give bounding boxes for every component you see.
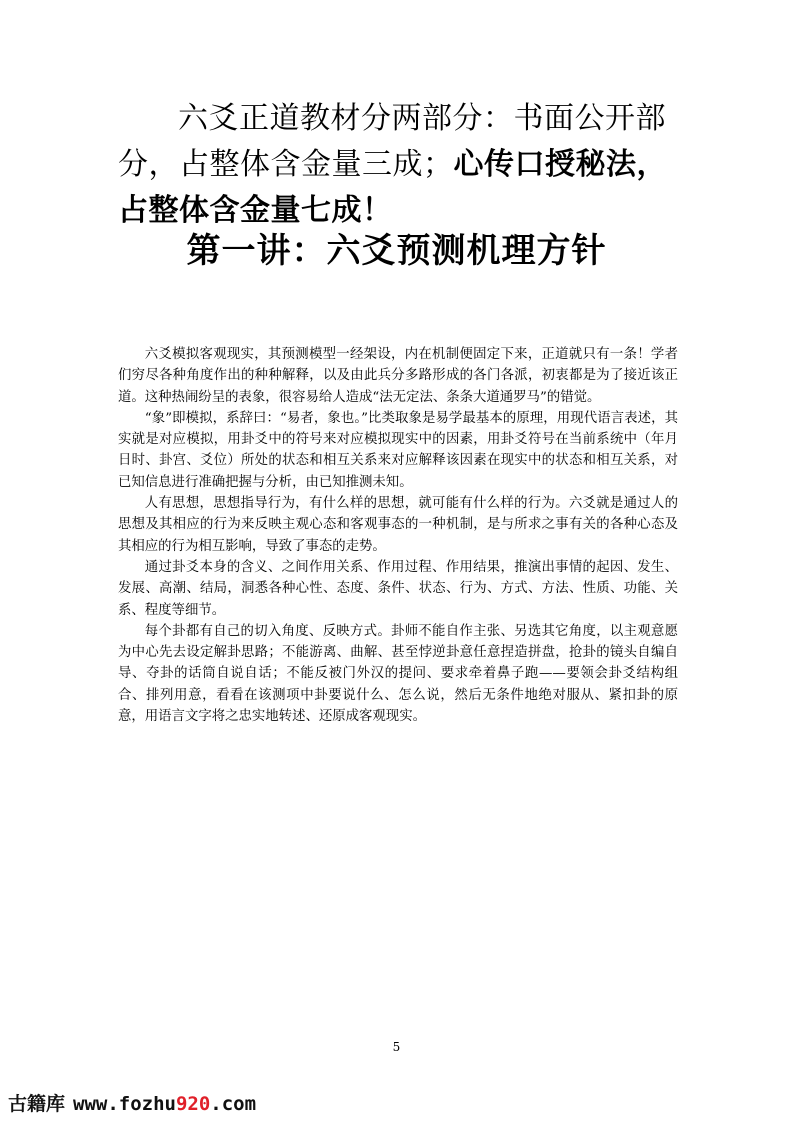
- intro-part-secret: 心传口授秘法，占整体含金量七成！: [118, 147, 667, 228]
- paragraph-5: 每个卦都有自己的切入角度、反映方式。卦师不能自作主张、另选其它角度，以主观意愿为中心先去设定解卦思路；不能游离、曲解、甚至悖逆卦意任意捏造拼盘，抢卦的镜头自编自导、夺卦的话筒自说自话；不能反被门外汉的提问、要求牵着鼻子跑——要领会卦爻结构组合、排列用意，看看在该测项中卦要说什么、怎么说，然后无条件地绝对服从、紧扣卦的原意，用语言文字将之忠实地转述、还原成客观现实。: [118, 623, 678, 725]
- paragraph-3: 人有思想，思想指导行为，有什么样的思想，就可能有什么样的行为。六爻就是通过人的思想及其相应的行为来反映主观心态和客观事态的一种机制，是与所求之事有关的各种心态及其相应的行为相互影响，导致了事态的走势。: [118, 496, 678, 554]
- watermark-site-prefix: www.fozhu: [73, 1093, 176, 1115]
- intro-statement: [118, 96, 678, 234]
- paragraph-1: 六爻模拟客观现实，其预测模型一经架设，内在机制便固定下来，正道就只有一条！学者们穷尽各种角度作出的种种解释，以及由此兵分多路形成的各门各派，初衷都是为了接近该正道。这种热闹纷呈的表象，很容易给人造成“法无定法、条条大道通罗马”的错觉。: [118, 347, 678, 405]
- page-number: 5: [392, 1040, 401, 1054]
- paragraph-4: 通过卦爻本身的含义、之间作用关系、作用过程、作用结果，推演出事情的起因、发生、发展、高潮、结局，洞悉各种心性、态度、条件、状态、行为、方式、方法、性质、功能、关系、程度等细节。: [118, 559, 678, 618]
- paragraph-2: “象”即模拟，系辞曰：“易者，象也。”比类取象是易学最基本的原理，用现代语言表述，其实就是对应模拟，用卦爻中的符号来对应模拟现实中的因素，用卦爻符号在当前系统中（年月日时、卦宫、爻位）所处的状态和相互关系来对应解释该因素在现实中的状态和相互关系，对已知信息进行准确把握与分析，由已知推测未知。: [118, 410, 678, 490]
- watermark-site: [73, 1093, 256, 1115]
- watermark: [8, 1089, 256, 1116]
- body-text: [118, 344, 678, 727]
- watermark-site-suffix: .com: [210, 1093, 257, 1115]
- watermark-site-number: 920: [175, 1093, 211, 1115]
- intro-part-public: 六爻正道教材分两部分：书面公开部分，占整体含金量三成；: [118, 101, 666, 182]
- watermark-brand: 古籍库: [8, 1093, 66, 1115]
- lecture-title: 第一讲：六爻预测机理方针: [186, 231, 607, 271]
